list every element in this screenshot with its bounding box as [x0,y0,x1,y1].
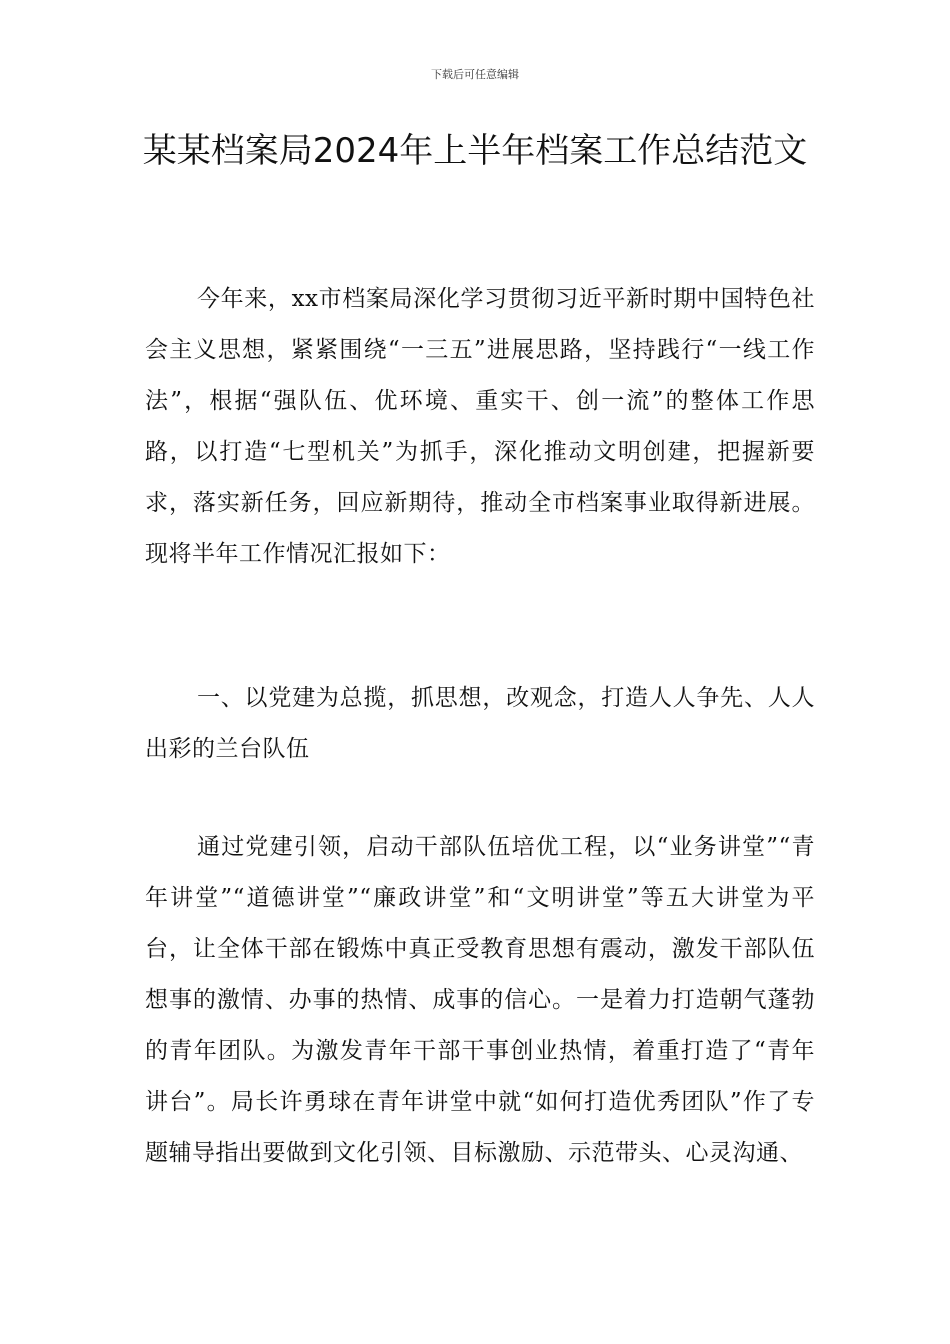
intro-paragraph: 今年来，xx市档案局深化学习贯彻习近平新时期中国特色社会主义思想，紧紧围绕“一三五”进展思路，坚持践行“一线工作法”，根据“强队伍、优环境、重实干、创一流”的整体工作思路，以打造“七型机关”为抓手，深化推动文明创建，把握新要求，落实新任务，回应新期待，推动全市档案事业取得新进展。现将半年工作情况汇报如下： [145,286,815,567]
section-1-paragraph: 通过党建引领，启动干部队伍培优工程，以“业务讲堂”“青年讲堂”“道德讲堂”“廉政讲堂”和“文明讲堂”等五大讲堂为平台，让全体干部在锻炼中真正受教育思想有震动，激发干部队伍想事的激情、办事的热情、成事的信心。一是着力打造朝气蓬勃的青年团队。为激发青年干部干事创业热情，着重打造了“青年讲台”。局长许勇球在青年讲堂中就“如何打造优秀团队”作了专题辅导指出要做到文化引领、目标激励、示范带头、心灵沟通、 [145,834,815,1166]
section-heading-1: 一、以党建为总揽，抓思想，改观念，打造人人争先、人人出彩的兰台队伍 [145,685,815,762]
document-title: 某某档案局2024年上半年档案工作总结范文 [142,131,808,171]
header-note: 下载后可任意编辑 [431,68,519,81]
